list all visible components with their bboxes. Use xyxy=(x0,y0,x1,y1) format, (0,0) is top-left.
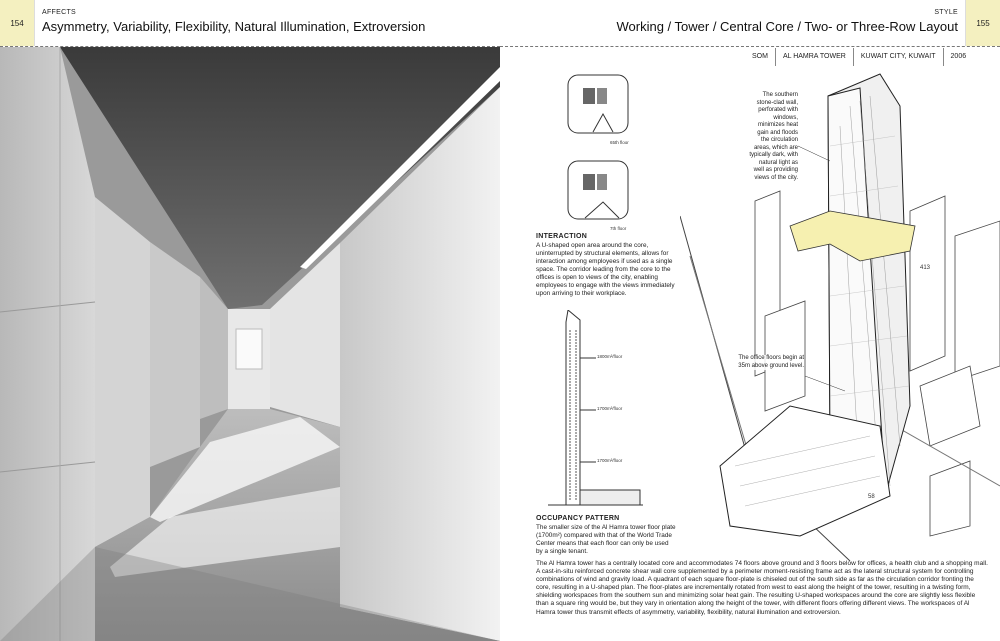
height-label-413: 413 xyxy=(920,265,931,271)
right-page-number: 155 xyxy=(965,0,1000,46)
right-page-header xyxy=(500,0,1000,47)
affects-title: Asymmetry, Variability, Flexibility, Natural Illumination, Extroversion xyxy=(42,19,426,34)
section-label-lower: 1700m²/floor xyxy=(597,458,623,463)
occupancy-text: The smaller size of the Al Hamra tower floor plate (1700m²) compared with that of the World Trade Center means that each floor can only be used by a single tenant. xyxy=(536,524,676,555)
corridor-photo xyxy=(0,47,500,641)
plan-65th-floor xyxy=(563,72,633,136)
plan-65th-label: 65th floor xyxy=(610,140,629,145)
affects-label: AFFECTS xyxy=(42,9,76,16)
occupancy-heading: OCCUPANCY PATTERN xyxy=(536,515,620,522)
tower-axonometric-drawing xyxy=(680,66,1000,561)
plan-7th-label: 7th floor xyxy=(610,226,627,231)
meta-location: KUWAIT CITY, KUWAIT xyxy=(853,48,943,66)
meta-year: 2006 xyxy=(943,48,974,66)
plan-7th-floor xyxy=(563,158,633,222)
style-label: STYLE xyxy=(934,9,958,16)
project-meta xyxy=(745,48,973,66)
meta-building: AL HAMRA TOWER xyxy=(775,48,853,66)
interaction-heading: INTERACTION xyxy=(536,233,588,240)
left-page-number: 154 xyxy=(0,0,35,46)
height-label-58: 58 xyxy=(868,494,875,500)
style-title: Working / Tower / Central Core / Two- or Three-Row Layout xyxy=(616,19,958,34)
section-label-upper: 1800m²/floor xyxy=(597,354,623,359)
annotation-office-floors: The office floors begin at 35m above ground level. xyxy=(738,355,804,369)
section-label-middle: 1700m²/floor xyxy=(597,406,623,411)
left-page-header xyxy=(0,0,500,47)
interaction-text: A U-shaped open area around the core, uninterrupted by structural elements, allows for interaction among employees if used as a single space. The corridor leading from the core to the offices is open to views of the city, enabling employees to engage with the views immediately upon arriving to their workplace. xyxy=(536,242,675,297)
tower-section-drawing xyxy=(548,310,648,515)
annotation-southern-wall: The southern stone-clad wall, perforated with windows, minimizes heat gain and floods the circulation areas, which are typically dark, with natural light as well as providing views of the city. xyxy=(749,92,798,181)
corridor-render-image xyxy=(0,47,500,641)
meta-architect: SOM xyxy=(752,53,768,60)
body-text: The Al Hamra tower has a centrally located core and accommodates 74 floors above ground and 3 floors below for offices, a health club and a shopping mall. A cast-in-situ reinforced concrete shear wall core supplemented by a perimeter moment-resisting frame act as the lateral structural system for controlling combinations of wind and gravity load. A quadrant of each square floor-plate is chiseled out of the south side as far as the circulation corridor fronting the core, resulting in a U-shaped plan. The floor-plates are incrementally rotated from west to east along the height of the tower, resulting in a twisting form, shielding workspaces from the southern sun and minimizing solar heat gain. The resulting U-shaped workspaces around the core are slightly less flexible than a square ring would be, but they vary in orientation along the height of the tower, with different floors offering different views. The workspaces of Al Hamra tower thus transmit effects of asymmetry, variability, flexibility, natural illumination and extroversion. xyxy=(536,560,988,616)
